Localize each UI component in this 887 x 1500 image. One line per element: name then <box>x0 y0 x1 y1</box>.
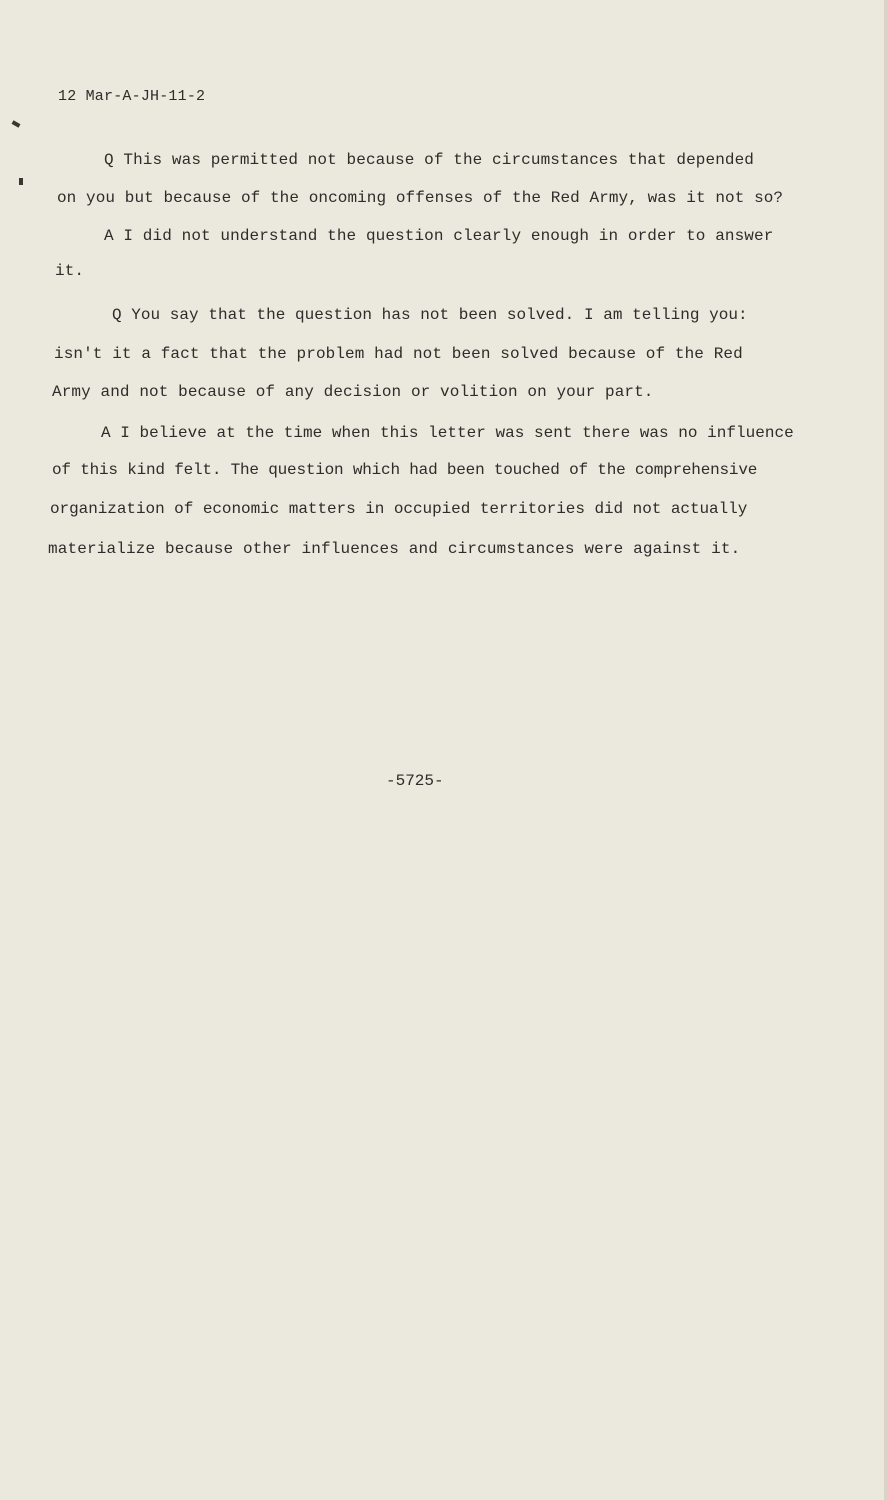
document-header: 12 Mar-A-JH-11-2 <box>58 88 206 105</box>
margin-mark <box>19 178 23 185</box>
margin-mark <box>12 120 21 127</box>
paragraph-3-line-2: isn't it a fact that the problem had not been solved because of the Red <box>54 345 743 363</box>
paragraph-4-line-4: materialize because other influences and circumstances were against it. <box>48 540 741 558</box>
paragraph-4-line-1: A I believe at the time when this letter was sent there was no influence <box>101 424 794 442</box>
paragraph-4-line-2: of this kind felt. The question which had been touched of the comprehensive <box>52 461 758 479</box>
paragraph-4-line-3: organization of economic matters in occupied territories did not actually <box>50 500 748 518</box>
paragraph-3-line-3: Army and not because of any decision or volition on your part. <box>52 383 654 401</box>
paragraph-2-line-1: A I did not understand the question clearly enough in order to answer <box>104 227 774 245</box>
paragraph-1-line-1: Q This was permitted not because of the circumstances that depended <box>104 151 755 169</box>
paragraph-2-line-2: it. <box>55 262 85 280</box>
paragraph-1-line-2: on you but because of the oncoming offenses of the Red Army, was it not so? <box>57 189 784 207</box>
page-number: -5725- <box>386 772 444 790</box>
paragraph-3-line-1: Q You say that the question has not been solved. I am telling you: <box>112 306 748 324</box>
